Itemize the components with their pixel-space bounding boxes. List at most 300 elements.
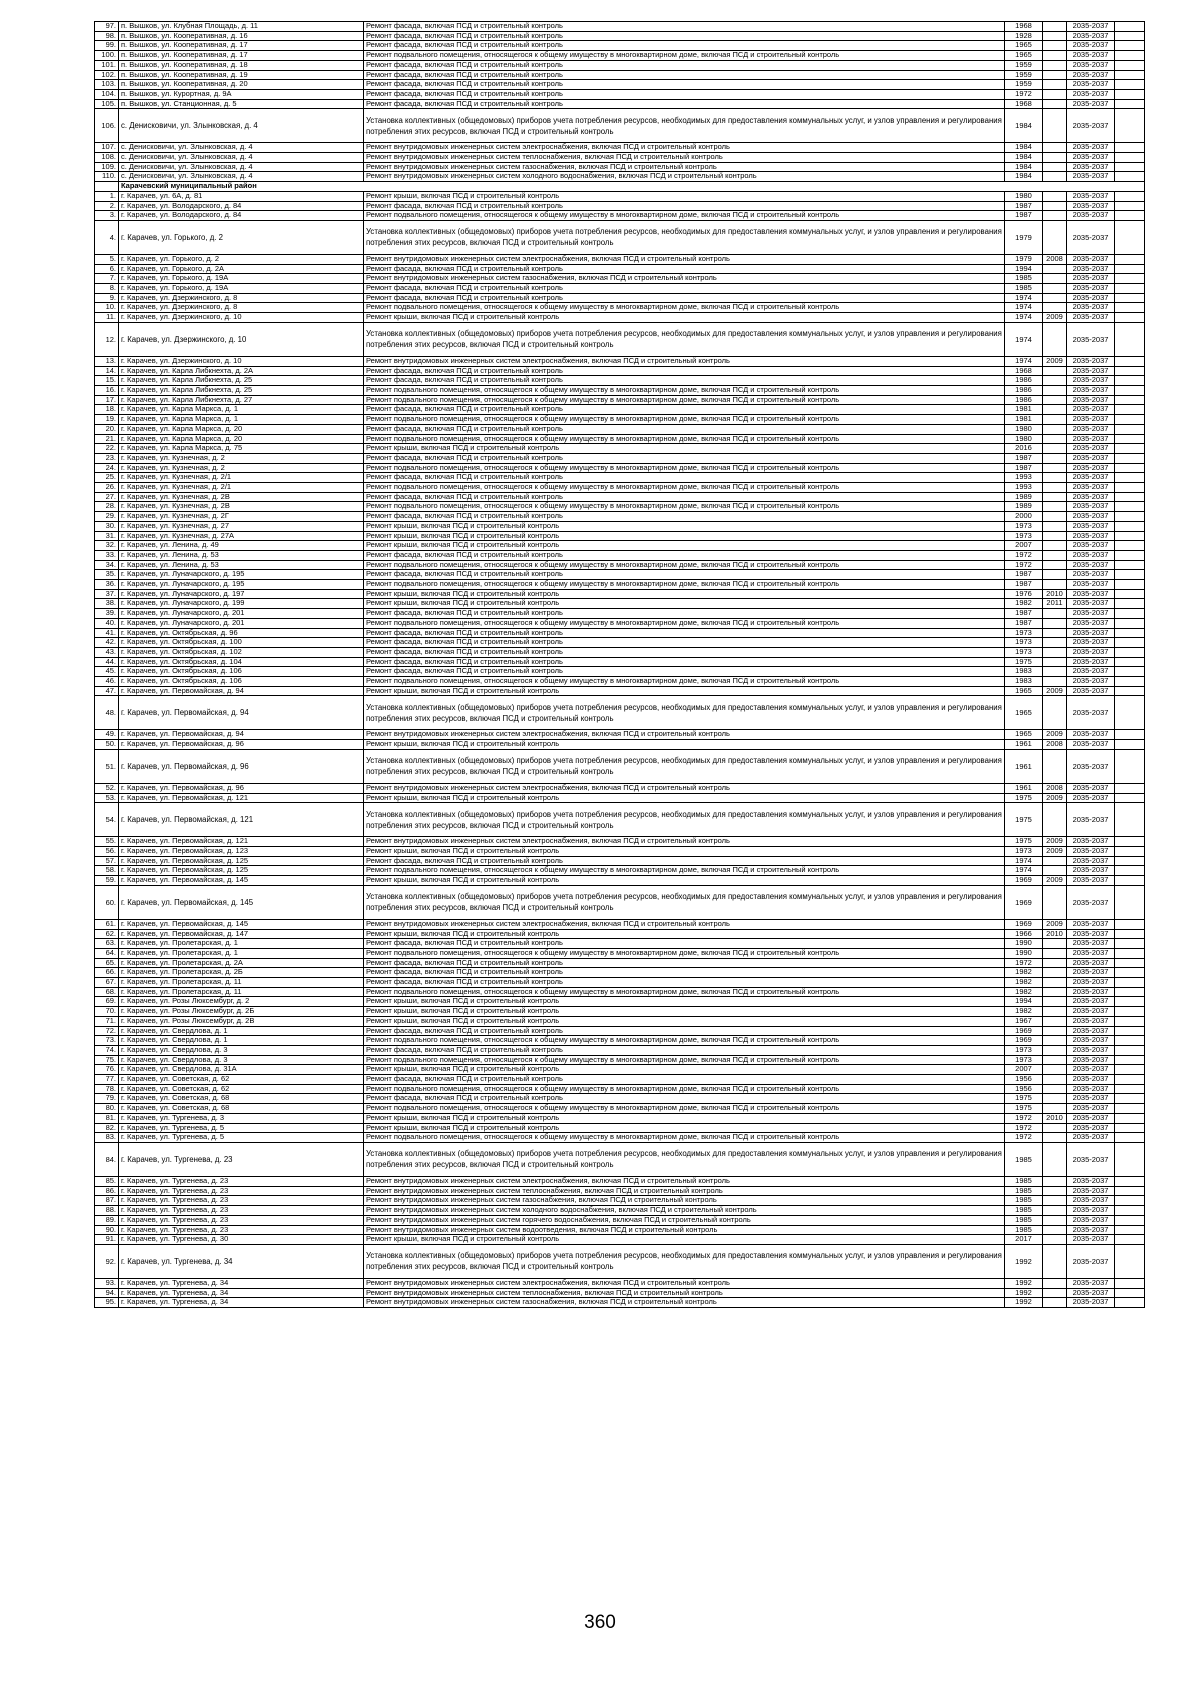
planned-period-cell: 2035-2037 [1067, 395, 1115, 405]
year-built-cell: 1981 [1005, 415, 1043, 425]
planned-period-cell: 2035-2037 [1067, 70, 1115, 80]
year-built-cell: 1975 [1005, 803, 1043, 837]
row-number: 48. [95, 696, 119, 730]
row-number: 40. [95, 618, 119, 628]
row-number: 91. [95, 1235, 119, 1245]
last-repair-year-cell [1043, 749, 1067, 783]
year-built-cell: 1992 [1005, 1278, 1043, 1288]
year-built-cell: 1968 [1005, 99, 1043, 109]
address-cell: г. Карачев, ул. Луначарского, д. 195 [119, 570, 364, 580]
row-number: 36. [95, 580, 119, 590]
last-repair-year-cell [1043, 550, 1067, 560]
table-row [95, 191, 1145, 201]
last-repair-year-cell: 2009 [1043, 356, 1067, 366]
address-cell: г. Карачев, ул. Розы Люксембург, д. 2Б [119, 1007, 364, 1017]
empty-cell [1115, 628, 1145, 638]
planned-period-cell: 2035-2037 [1067, 531, 1115, 541]
table-row [95, 41, 1145, 51]
row-number: 41. [95, 628, 119, 638]
work-type-cell: Ремонт крыши, включая ПСД и строительный контроль [364, 531, 1005, 541]
address-cell: г. Карачев, ул. Первомайская, д. 94 [119, 696, 364, 730]
year-built-cell: 2007 [1005, 1065, 1043, 1075]
table-row [95, 80, 1145, 90]
empty-cell [1115, 647, 1145, 657]
address-cell: г. Карачев, ул. Карла Маркса, д. 20 [119, 434, 364, 444]
last-repair-year-cell [1043, 366, 1067, 376]
last-repair-year-cell [1043, 293, 1067, 303]
table-row [95, 1094, 1145, 1104]
work-type-cell: Установка коллективных (общедомовых) приборов учета потребления ресурсов, необходимых для предоставления коммунальных услуг, и узлов управления и регулирования потребления этих ресурсов, включая ПСД и строительный контроль [364, 220, 1005, 254]
empty-cell [1115, 385, 1145, 395]
address-cell: г. Карачев, ул. Кузнечная, д. 2 [119, 463, 364, 473]
table-row [95, 677, 1145, 687]
planned-period-cell: 2035-2037 [1067, 803, 1115, 837]
table-row [95, 939, 1145, 949]
empty-cell [1115, 254, 1145, 264]
empty-cell [1115, 793, 1145, 803]
year-built-cell: 1967 [1005, 1016, 1043, 1026]
last-repair-year-cell [1043, 80, 1067, 90]
work-type-cell: Ремонт внутридомовых инженерных систем электроснабжения, включая ПСД и строительный контроль [364, 837, 1005, 847]
empty-cell [1115, 885, 1145, 919]
row-number: 70. [95, 1007, 119, 1017]
planned-period-cell: 2035-2037 [1067, 1104, 1115, 1114]
work-type-cell: Ремонт фасада, включая ПСД и строительный контроль [364, 424, 1005, 434]
work-type-cell: Ремонт фасада, включая ПСД и строительный контроль [364, 657, 1005, 667]
row-number: 95. [95, 1298, 119, 1308]
table-row [95, 1045, 1145, 1055]
empty-cell [1115, 740, 1145, 750]
address-cell: г. Карачев, ул. Володарского, д. 84 [119, 201, 364, 211]
address-cell: г. Карачев, ул. Тургенева, д. 23 [119, 1225, 364, 1235]
last-repair-year-cell [1043, 143, 1067, 153]
address-cell: г. Карачев, ул. Горького, д. 19А [119, 274, 364, 284]
year-built-cell: 1973 [1005, 1055, 1043, 1065]
address-cell: п. Вышков, ул. Клубная Площадь, д. 11 [119, 22, 364, 32]
row-number: 11. [95, 313, 119, 323]
work-type-cell: Ремонт подвального помещения, относящегося к общему имуществу в многоквартирном доме, включая ПСД и строительный контроль [364, 1084, 1005, 1094]
work-type-cell: Ремонт внутридомовых инженерных систем электроснабжения, включая ПСД и строительный контроль [364, 919, 1005, 929]
address-cell: г. Карачев, ул. Свердлова, д. 3 [119, 1055, 364, 1065]
last-repair-year-cell [1043, 41, 1067, 51]
empty-cell [1115, 783, 1145, 793]
table-row [95, 1288, 1145, 1298]
year-built-cell: 1974 [1005, 866, 1043, 876]
year-built-cell: 1984 [1005, 143, 1043, 153]
last-repair-year-cell [1043, 570, 1067, 580]
year-built-cell: 1975 [1005, 837, 1043, 847]
row-number: 97. [95, 22, 119, 32]
year-built-cell: 1987 [1005, 201, 1043, 211]
address-cell: г. Карачев, ул. Луначарского, д. 201 [119, 618, 364, 628]
table-row [95, 70, 1145, 80]
row-number: 30. [95, 521, 119, 531]
year-built-cell: 1961 [1005, 783, 1043, 793]
row-number: 84. [95, 1142, 119, 1176]
work-type-cell: Ремонт внутридомовых инженерных систем газоснабжения, включая ПСД и строительный контроль [364, 274, 1005, 284]
year-built-cell: 1987 [1005, 211, 1043, 221]
year-built-cell: 1972 [1005, 1133, 1043, 1143]
empty-cell [1115, 939, 1145, 949]
row-number: 39. [95, 609, 119, 619]
empty-cell [1115, 638, 1145, 648]
table-row [95, 60, 1145, 70]
table-row [95, 99, 1145, 109]
address-cell: г. Карачев, ул. Карла Либкнехта, д. 25 [119, 376, 364, 386]
work-type-cell: Ремонт фасада, включая ПСД и строительный контроль [364, 647, 1005, 657]
last-repair-year-cell [1043, 609, 1067, 619]
work-type-cell: Ремонт крыши, включая ПСД и строительный контроль [364, 686, 1005, 696]
planned-period-cell: 2035-2037 [1067, 424, 1115, 434]
work-type-cell: Ремонт фасада, включая ПСД и строительный контроль [364, 99, 1005, 109]
table-row [95, 502, 1145, 512]
address-cell: г. Карачев, ул. Тургенева, д. 34 [119, 1278, 364, 1288]
work-type-cell: Ремонт внутридомовых инженерных систем электроснабжения, включая ПСД и строительный контроль [364, 254, 1005, 264]
address-cell: г. Карачев, ул. Свердлова, д. 31А [119, 1065, 364, 1075]
year-built-cell: 1974 [1005, 293, 1043, 303]
address-cell: г. Карачев, ул. Тургенева, д. 34 [119, 1244, 364, 1278]
address-cell: г. Карачев, ул. Тургенева, д. 3 [119, 1113, 364, 1123]
work-type-cell: Ремонт крыши, включая ПСД и строительный контроль [364, 1113, 1005, 1123]
address-cell: с. Денисковичи, ул. Злынковская, д. 4 [119, 172, 364, 182]
work-type-cell: Ремонт внутридомовых инженерных систем теплоснабжения, включая ПСД и строительный контроль [364, 153, 1005, 163]
address-cell: г. Карачев, ул. Тургенева, д. 34 [119, 1298, 364, 1308]
planned-period-cell: 2035-2037 [1067, 356, 1115, 366]
row-number: 77. [95, 1075, 119, 1085]
work-type-cell: Ремонт подвального помещения, относящегося к общему имуществу в многоквартирном доме, включая ПСД и строительный контроль [364, 987, 1005, 997]
table-row [95, 866, 1145, 876]
year-built-cell: 1986 [1005, 395, 1043, 405]
table-row [95, 580, 1145, 590]
work-type-cell: Ремонт крыши, включая ПСД и строительный контроль [364, 1123, 1005, 1133]
planned-period-cell: 2035-2037 [1067, 638, 1115, 648]
table-row [95, 1244, 1145, 1278]
work-type-cell: Ремонт фасада, включая ПСД и строительный контроль [364, 609, 1005, 619]
empty-cell [1115, 837, 1145, 847]
last-repair-year-cell: 2009 [1043, 919, 1067, 929]
year-built-cell: 1987 [1005, 453, 1043, 463]
work-type-cell: Ремонт фасада, включая ПСД и строительный контроль [364, 939, 1005, 949]
work-type-cell: Ремонт крыши, включая ПСД и строительный контроль [364, 1065, 1005, 1075]
address-cell: г. Карачев, ул. Тургенева, д. 23 [119, 1196, 364, 1206]
last-repair-year-cell [1043, 856, 1067, 866]
work-type-cell: Ремонт фасада, включая ПСД и строительный контроль [364, 1045, 1005, 1055]
address-cell: г. Карачев, ул. Карла Либкнехта, д. 27 [119, 395, 364, 405]
planned-period-cell: 2035-2037 [1067, 264, 1115, 274]
repair-schedule-table [94, 21, 1145, 1308]
planned-period-cell: 2035-2037 [1067, 1094, 1115, 1104]
row-number: 50. [95, 740, 119, 750]
last-repair-year-cell [1043, 618, 1067, 628]
year-built-cell: 1979 [1005, 254, 1043, 264]
year-built-cell: 1984 [1005, 109, 1043, 143]
year-built-cell: 1969 [1005, 885, 1043, 919]
table-row [95, 1206, 1145, 1216]
empty-cell [1115, 948, 1145, 958]
row-number: 65. [95, 958, 119, 968]
table-row [95, 1055, 1145, 1065]
planned-period-cell: 2035-2037 [1067, 444, 1115, 454]
last-repair-year-cell [1043, 939, 1067, 949]
planned-period-cell: 2035-2037 [1067, 560, 1115, 570]
row-number: 19. [95, 415, 119, 425]
work-type-cell: Ремонт подвального помещения, относящегося к общему имуществу в многоквартирном доме, включая ПСД и строительный контроль [364, 463, 1005, 473]
empty-cell [1115, 473, 1145, 483]
empty-cell [1115, 356, 1145, 366]
address-cell: г. Карачев, ул. Тургенева, д. 23 [119, 1142, 364, 1176]
last-repair-year-cell: 2009 [1043, 847, 1067, 857]
work-type-cell: Ремонт подвального помещения, относящегося к общему имуществу в многоквартирном доме, включая ПСД и строительный контроль [364, 866, 1005, 876]
last-repair-year-cell [1043, 51, 1067, 61]
row-number: 42. [95, 638, 119, 648]
last-repair-year-cell: 2008 [1043, 740, 1067, 750]
planned-period-cell: 2035-2037 [1067, 740, 1115, 750]
empty-cell [1115, 1045, 1145, 1055]
empty-cell [1115, 453, 1145, 463]
work-type-cell: Ремонт внутридомовых инженерных систем электроснабжения, включая ПСД и строительный контроль [364, 783, 1005, 793]
empty-cell [1115, 876, 1145, 886]
address-cell: г. Карачев, ул. Первомайская, д. 96 [119, 740, 364, 750]
empty-cell [1115, 41, 1145, 51]
row-number: 17. [95, 395, 119, 405]
address-cell: г. Карачев, ул. Горького, д. 2 [119, 254, 364, 264]
work-type-cell: Ремонт крыши, включая ПСД и строительный контроль [364, 1235, 1005, 1245]
work-type-cell: Ремонт подвального помещения, относящегося к общему имуществу в многоквартирном доме, включая ПСД и строительный контроль [364, 618, 1005, 628]
address-cell: г. Карачев, ул. Кузнечная, д. 27А [119, 531, 364, 541]
planned-period-cell: 2035-2037 [1067, 541, 1115, 551]
last-repair-year-cell [1043, 70, 1067, 80]
address-cell: г. Карачев, ул. Свердлова, д. 3 [119, 1045, 364, 1055]
year-built-cell: 1974 [1005, 322, 1043, 356]
planned-period-cell: 2035-2037 [1067, 303, 1115, 313]
table-row [95, 696, 1145, 730]
row-number: 66. [95, 968, 119, 978]
table-row [95, 570, 1145, 580]
empty-cell [1115, 521, 1145, 531]
row-number: 6. [95, 264, 119, 274]
last-repair-year-cell [1043, 657, 1067, 667]
last-repair-year-cell [1043, 191, 1067, 201]
last-repair-year-cell [1043, 885, 1067, 919]
row-number: 100. [95, 51, 119, 61]
empty-cell [1115, 1065, 1145, 1075]
planned-period-cell: 2035-2037 [1067, 191, 1115, 201]
table-row [95, 483, 1145, 493]
address-cell: г. Карачев, ул. Первомайская, д. 96 [119, 749, 364, 783]
work-type-cell: Ремонт крыши, включая ПСД и строительный контроль [364, 313, 1005, 323]
table-row [95, 444, 1145, 454]
year-built-cell: 1993 [1005, 473, 1043, 483]
empty-cell [1115, 293, 1145, 303]
work-type-cell: Ремонт крыши, включая ПСД и строительный контроль [364, 444, 1005, 454]
address-cell: г. Карачев, ул. Первомайская, д. 145 [119, 919, 364, 929]
last-repair-year-cell [1043, 866, 1067, 876]
table-row [95, 599, 1145, 609]
table-row [95, 303, 1145, 313]
planned-period-cell: 2035-2037 [1067, 153, 1115, 163]
planned-period-cell: 2035-2037 [1067, 599, 1115, 609]
address-cell: п. Вышков, ул. Курортная, д. 9А [119, 89, 364, 99]
last-repair-year-cell [1043, 1075, 1067, 1085]
table-row [95, 264, 1145, 274]
planned-period-cell: 2035-2037 [1067, 589, 1115, 599]
row-number: 88. [95, 1206, 119, 1216]
year-built-cell: 1983 [1005, 667, 1043, 677]
last-repair-year-cell [1043, 978, 1067, 988]
empty-cell [1115, 696, 1145, 730]
work-type-cell: Установка коллективных (общедомовых) приборов учета потребления ресурсов, необходимых для предоставления коммунальных услуг, и узлов управления и регулирования потребления этих ресурсов, включая ПСД и строительный контроль [364, 1244, 1005, 1278]
address-cell: г. Карачев, ул. 6А, д. 81 [119, 191, 364, 201]
work-type-cell: Ремонт крыши, включая ПСД и строительный контроль [364, 793, 1005, 803]
year-built-cell: 1969 [1005, 919, 1043, 929]
address-cell: г. Карачев, ул. Кузнечная, д. 2В [119, 492, 364, 502]
year-built-cell: 1990 [1005, 948, 1043, 958]
planned-period-cell: 2035-2037 [1067, 274, 1115, 284]
address-cell: г. Карачев, ул. Первомайская, д. 145 [119, 876, 364, 886]
empty-cell [1115, 1196, 1145, 1206]
row-number: 43. [95, 647, 119, 657]
planned-period-cell: 2035-2037 [1067, 1278, 1115, 1288]
planned-period-cell: 2035-2037 [1067, 1206, 1115, 1216]
year-built-cell: 1985 [1005, 1196, 1043, 1206]
year-built-cell: 1992 [1005, 1244, 1043, 1278]
table-row [95, 1215, 1145, 1225]
row-number: 89. [95, 1215, 119, 1225]
empty-cell [1115, 847, 1145, 857]
address-cell: г. Карачев, ул. Карла Маркса, д. 1 [119, 405, 364, 415]
work-type-cell: Ремонт фасада, включая ПСД и строительный контроль [364, 1026, 1005, 1036]
planned-period-cell: 2035-2037 [1067, 580, 1115, 590]
last-repair-year-cell [1043, 1016, 1067, 1026]
empty-cell [1115, 1176, 1145, 1186]
year-built-cell: 1972 [1005, 550, 1043, 560]
last-repair-year-cell [1043, 647, 1067, 657]
year-built-cell: 1985 [1005, 284, 1043, 294]
last-repair-year-cell [1043, 376, 1067, 386]
address-cell: г. Карачев, ул. Первомайская, д. 96 [119, 783, 364, 793]
work-type-cell: Ремонт внутридомовых инженерных систем электроснабжения, включая ПСД и строительный контроль [364, 356, 1005, 366]
work-type-cell: Ремонт крыши, включая ПСД и строительный контроль [364, 847, 1005, 857]
address-cell: г. Карачев, ул. Тургенева, д. 23 [119, 1186, 364, 1196]
last-repair-year-cell [1043, 1133, 1067, 1143]
planned-period-cell: 2035-2037 [1067, 783, 1115, 793]
table-row [95, 473, 1145, 483]
table-row [95, 201, 1145, 211]
row-number: 87. [95, 1196, 119, 1206]
empty-cell [1115, 143, 1145, 153]
last-repair-year-cell [1043, 968, 1067, 978]
row-number: 85. [95, 1176, 119, 1186]
planned-period-cell: 2035-2037 [1067, 201, 1115, 211]
work-type-cell: Ремонт фасада, включая ПСД и строительный контроль [364, 638, 1005, 648]
row-number: 104. [95, 89, 119, 99]
empty-cell [1115, 109, 1145, 143]
empty-cell [1115, 405, 1145, 415]
table-row [95, 948, 1145, 958]
planned-period-cell: 2035-2037 [1067, 473, 1115, 483]
last-repair-year-cell [1043, 424, 1067, 434]
work-type-cell: Ремонт фасада, включая ПСД и строительный контроль [364, 366, 1005, 376]
planned-period-cell: 2035-2037 [1067, 667, 1115, 677]
year-built-cell: 1984 [1005, 153, 1043, 163]
planned-period-cell: 2035-2037 [1067, 211, 1115, 221]
table-row [95, 638, 1145, 648]
planned-period-cell: 2035-2037 [1067, 512, 1115, 522]
year-built-cell: 1928 [1005, 31, 1043, 41]
row-number: 110. [95, 172, 119, 182]
year-built-cell: 1986 [1005, 376, 1043, 386]
table-row [95, 783, 1145, 793]
last-repair-year-cell [1043, 958, 1067, 968]
planned-period-cell: 2035-2037 [1067, 968, 1115, 978]
empty-cell [1115, 1215, 1145, 1225]
row-number: 59. [95, 876, 119, 886]
row-number: 106. [95, 109, 119, 143]
row-number: 80. [95, 1104, 119, 1114]
planned-period-cell: 2035-2037 [1067, 749, 1115, 783]
table-row [95, 876, 1145, 886]
work-type-cell: Ремонт фасада, включая ПСД и строительный контроль [364, 405, 1005, 415]
planned-period-cell: 2035-2037 [1067, 22, 1115, 32]
address-cell: г. Карачев, ул. Луначарского, д. 197 [119, 589, 364, 599]
row-number: 56. [95, 847, 119, 857]
planned-period-cell: 2035-2037 [1067, 80, 1115, 90]
address-cell: г. Карачев, ул. Октябрьская, д. 100 [119, 638, 364, 648]
year-built-cell: 1985 [1005, 1215, 1043, 1225]
year-built-cell: 1969 [1005, 1026, 1043, 1036]
last-repair-year-cell [1043, 948, 1067, 958]
planned-period-cell: 2035-2037 [1067, 1065, 1115, 1075]
address-cell: п. Вышков, ул. Кооперативная, д. 20 [119, 80, 364, 90]
address-cell: г. Карачев, ул. Горького, д. 2 [119, 220, 364, 254]
work-type-cell: Ремонт фасада, включая ПСД и строительный контроль [364, 89, 1005, 99]
year-built-cell: 1961 [1005, 740, 1043, 750]
address-cell: г. Карачев, ул. Кузнечная, д. 2 [119, 453, 364, 463]
empty-cell [1115, 502, 1145, 512]
address-cell: г. Карачев, ул. Первомайская, д. 125 [119, 866, 364, 876]
year-built-cell: 1965 [1005, 730, 1043, 740]
work-type-cell: Ремонт фасада, включая ПСД и строительный контроль [364, 60, 1005, 70]
year-built-cell: 1983 [1005, 677, 1043, 687]
row-number: 107. [95, 143, 119, 153]
address-cell: г. Карачев, ул. Дзержинского, д. 8 [119, 303, 364, 313]
planned-period-cell: 2035-2037 [1067, 987, 1115, 997]
last-repair-year-cell [1043, 1055, 1067, 1065]
table-row [95, 958, 1145, 968]
last-repair-year-cell [1043, 153, 1067, 163]
last-repair-year-cell [1043, 696, 1067, 730]
work-type-cell: Установка коллективных (общедомовых) приборов учета потребления ресурсов, необходимых для предоставления коммунальных услуг, и узлов управления и регулирования потребления этих ресурсов, включая ПСД и строительный контроль [364, 749, 1005, 783]
row-number: 49. [95, 730, 119, 740]
work-type-cell: Ремонт фасада, включая ПСД и строительный контроль [364, 376, 1005, 386]
address-cell: п. Вышков, ул. Кооперативная, д. 17 [119, 41, 364, 51]
empty-cell [1115, 162, 1145, 172]
last-repair-year-cell: 2010 [1043, 1113, 1067, 1123]
empty-cell [1115, 618, 1145, 628]
last-repair-year-cell [1043, 31, 1067, 41]
year-built-cell: 1987 [1005, 609, 1043, 619]
planned-period-cell: 2035-2037 [1067, 1026, 1115, 1036]
year-built-cell: 1959 [1005, 80, 1043, 90]
row-number: 69. [95, 997, 119, 1007]
empty-cell [1115, 22, 1145, 32]
last-repair-year-cell [1043, 1036, 1067, 1046]
address-cell: г. Карачев, ул. Пролетарская, д. 2А [119, 958, 364, 968]
table-row [95, 1016, 1145, 1026]
year-built-cell: 1972 [1005, 1113, 1043, 1123]
planned-period-cell: 2035-2037 [1067, 647, 1115, 657]
planned-period-cell: 2035-2037 [1067, 1055, 1115, 1065]
